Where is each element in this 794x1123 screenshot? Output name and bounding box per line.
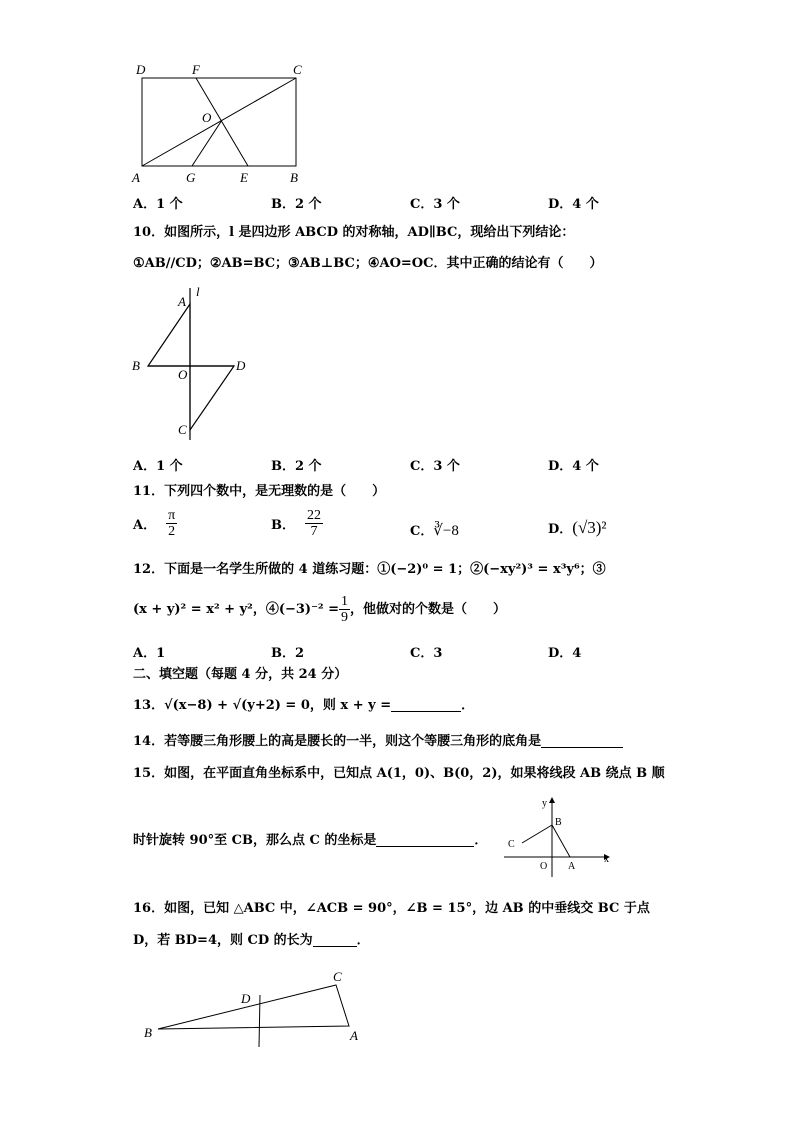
fraction-one-ninth: [339, 594, 350, 626]
label-d: D: [241, 991, 251, 1006]
label-b: B: [290, 170, 298, 185]
option-letter: C．: [410, 524, 434, 539]
label-a: A: [350, 1028, 358, 1043]
q9-option-a: A．1 个: [133, 197, 183, 212]
q16-text: D，若 BD=4，则 CD 的长为: [133, 933, 313, 948]
label-d: D: [236, 358, 246, 373]
y-axis-arrow: [549, 797, 555, 803]
q12-option-d: D．4: [548, 646, 582, 661]
q16-line1: 16．如图，已知 △ABC 中，∠ACB = 90°，∠B = 15°，边 AB 的中垂线交 BC 于点: [133, 901, 650, 916]
fraction-numerator: 1: [341, 594, 349, 609]
q13: [133, 699, 474, 712]
answer-blank[interactable]: [313, 934, 357, 947]
q11-option-d: [548, 518, 607, 538]
option-letter: D．: [548, 522, 573, 537]
label-o: O: [540, 861, 548, 872]
option-letter: B．: [271, 518, 295, 534]
label-c: C: [293, 62, 302, 77]
triangle-abc: [158, 985, 349, 1029]
label-f: F: [192, 62, 200, 77]
q11-option-a: [133, 508, 177, 540]
answer-blank[interactable]: [376, 834, 474, 847]
q9-option-c: C．3 个: [410, 197, 460, 212]
sqrt-squared-expression: (√3)²: [572, 518, 607, 537]
figure-rectangle-q9: [130, 58, 320, 186]
fraction-denominator: 2: [168, 524, 176, 540]
section-fill-in-blank-title: 二、填空题（每题 4 分，共 24 分）: [133, 667, 348, 682]
q15-end: ．: [474, 833, 488, 848]
label-b: B: [132, 358, 140, 373]
label-o: O: [178, 367, 188, 382]
q11-option-b: [271, 508, 323, 540]
fraction-numerator: π: [168, 508, 176, 523]
label-c: C: [178, 422, 187, 437]
label-o: O: [202, 110, 212, 125]
fraction-pi-over-2: [166, 508, 177, 540]
label-a: A: [178, 294, 186, 309]
q12-option-a: A．1: [133, 646, 166, 661]
q14: [133, 735, 623, 748]
q9-option-b: B．2 个: [271, 197, 322, 212]
perpendicular-bisector: [259, 995, 260, 1047]
q16-end: ．: [356, 933, 370, 948]
q13-end: ．: [461, 698, 475, 713]
q13-text: 13．√(x−8) + √(y+2) = 0，则 x + y =: [133, 698, 392, 713]
label-a: A: [568, 861, 576, 872]
segment-cb: [522, 825, 552, 843]
figure-triangle-q16: [140, 965, 370, 1050]
q14-text: 14．若等腰三角形腰上的高是腰长的一半，则这个等腰三角形的底角是: [133, 734, 542, 749]
kite-abcd: [148, 304, 234, 430]
q12-option-b: B．2: [271, 646, 305, 661]
q9-option-d: D．4 个: [548, 197, 599, 212]
figure-coordinate-q15: [500, 795, 615, 880]
fraction-22-over-7: [305, 508, 323, 540]
option-letter: A．: [133, 518, 157, 534]
label-a: A: [132, 170, 140, 185]
q10-option-a: A．1 个: [133, 459, 183, 474]
fraction-denominator: 9: [341, 610, 349, 626]
label-g: G: [186, 170, 196, 185]
label-d: D: [136, 62, 146, 77]
label-b: B: [144, 1025, 152, 1040]
diagonal-ac: [142, 78, 296, 166]
q10-line2: ①AB//CD；②AB=BC；③AB⊥BC；④AO=OC．其中正确的结论有（ ）: [133, 256, 603, 271]
label-c: C: [508, 839, 515, 850]
fraction-numerator: 22: [307, 508, 321, 523]
answer-blank[interactable]: [541, 735, 623, 748]
label-c: C: [333, 969, 342, 984]
answer-blank[interactable]: [391, 699, 461, 712]
q12-line2: [133, 594, 506, 626]
figure-kite-q10: [128, 282, 258, 444]
q12-line2-suffix: ，他做对的个数是（ ）: [350, 602, 507, 618]
label-l: l: [196, 284, 200, 299]
label-b: B: [555, 817, 562, 828]
segment-go: [192, 120, 222, 166]
segment-ab: [552, 825, 570, 857]
q12-option-c: C．3: [410, 646, 443, 661]
q12-line2-prefix: (x + y)² = x² + y²，④(−3)⁻² =: [133, 602, 340, 618]
q15-line2: [133, 834, 487, 847]
label-x: x: [604, 854, 609, 865]
q16-line2: [133, 934, 370, 947]
q15-text: 时针旋转 90°至 CB，那么点 C 的坐标是: [133, 833, 377, 848]
q10-option-c: C．3 个: [410, 459, 460, 474]
q15-line1: 15．如图，在平面直角坐标系中，已知点 A(1，0)、B(0，2)，如果将线段 AB 绕点 B 顺: [133, 766, 665, 781]
fraction-denominator: 7: [310, 524, 318, 540]
q11-option-c: [410, 520, 459, 540]
q10-option-d: D．4 个: [548, 459, 599, 474]
q12-line1: 12．下面是一名学生所做的 4 道练习题：①(−2)⁰ = 1；②(−xy²)³ = x³y⁶；③: [133, 562, 606, 577]
label-e: E: [240, 170, 248, 185]
cube-root-expression: ∛−8: [433, 523, 459, 539]
label-y: y: [542, 798, 547, 809]
q11-stem: 11．下列四个数中，是无理数的是（ ）: [133, 484, 386, 499]
q10-line1: 10．如图所示，l 是四边形 ABCD 的对称轴，AD∥BC，现给出下列结论：: [133, 225, 575, 240]
q10-option-b: B．2 个: [271, 459, 322, 474]
